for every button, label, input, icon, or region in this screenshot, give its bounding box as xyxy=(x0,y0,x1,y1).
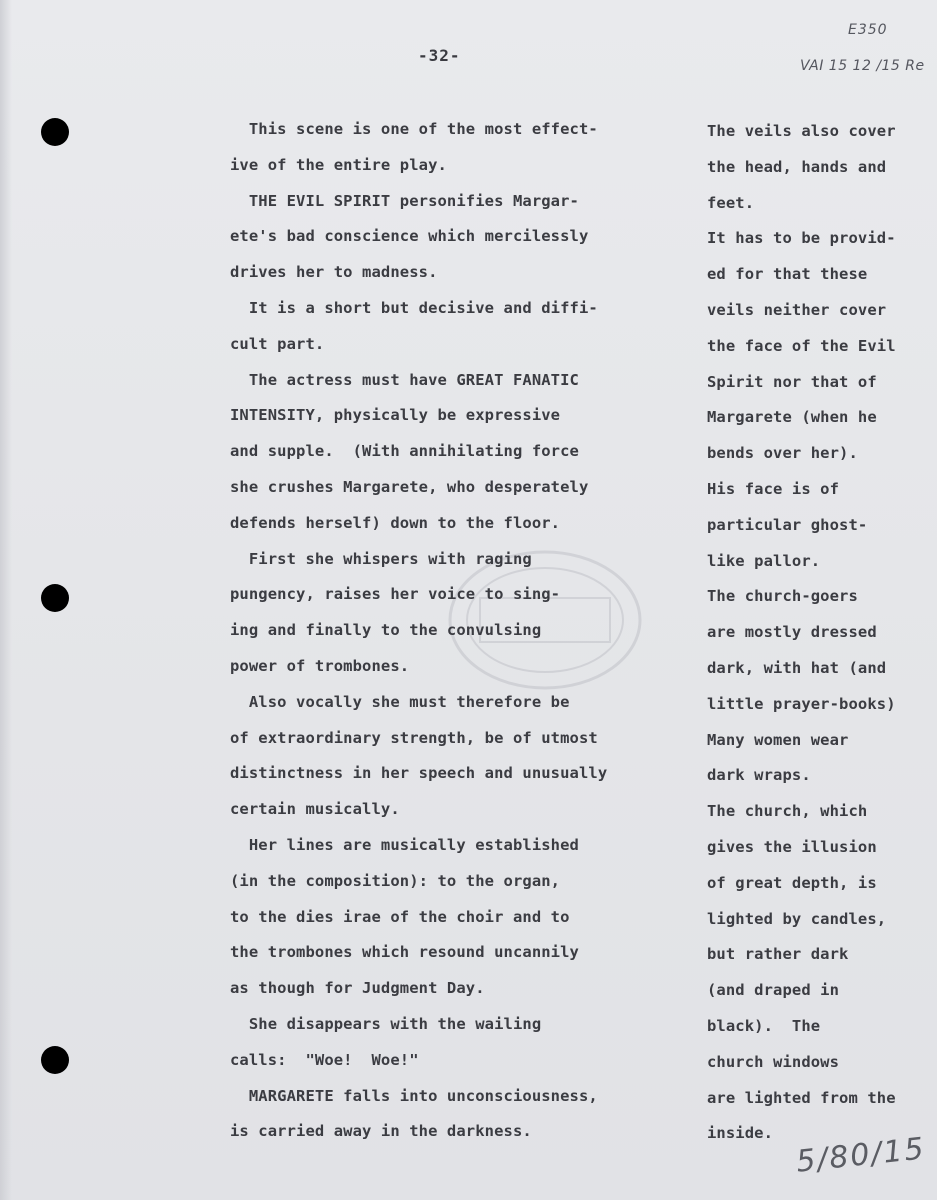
text-line: ete's bad conscience which mercilessly xyxy=(230,227,589,246)
text-line: This scene is one of the most effect- xyxy=(230,120,598,138)
text-line: are lighted from the xyxy=(707,1088,896,1107)
text-line: certain musically. xyxy=(230,800,400,819)
text-line: are mostly dressed xyxy=(707,623,877,642)
text-line: (in the composition): to the organ, xyxy=(230,871,561,890)
text-line: The veils also cover xyxy=(707,122,896,140)
punch-hole xyxy=(41,118,69,146)
side-notes-column xyxy=(707,114,933,1152)
text-line: ed for that these xyxy=(707,265,868,284)
main-text-column xyxy=(230,112,690,1150)
text-line: drives her to madness. xyxy=(230,263,438,282)
text-line: Spirit nor that of xyxy=(707,372,877,391)
text-line: but rather dark xyxy=(707,945,849,964)
text-line: It is a short but decisive and diffi- xyxy=(230,298,598,317)
text-line: the head, hands and xyxy=(707,157,887,176)
text-line: inside. xyxy=(707,1124,774,1143)
text-line: dark wraps. xyxy=(707,766,811,785)
punch-hole xyxy=(41,1046,69,1074)
text-line: The actress must have GREAT FANATIC xyxy=(230,370,579,389)
text-line: ing and finally to the convulsing xyxy=(230,621,542,640)
text-line: The church, which xyxy=(707,802,868,821)
text-line: calls: "Woe! Woe!" xyxy=(230,1050,419,1069)
text-line: dark, with hat (and xyxy=(707,658,887,677)
text-line: THE EVIL SPIRIT personifies Margar- xyxy=(230,191,579,210)
text-line: gives the illusion xyxy=(707,837,877,856)
text-line: pungency, raises her voice to sing- xyxy=(230,585,561,604)
text-line: ive of the entire play. xyxy=(230,155,447,174)
page-number: -32- xyxy=(418,46,461,65)
text-line: His face is of xyxy=(707,479,840,498)
handwritten-signature: 5/80/15 xyxy=(794,1131,928,1180)
text-line: to the dies irae of the choir and to xyxy=(230,907,570,926)
text-line: Also vocally she must therefore be xyxy=(230,692,570,711)
text-line: bends over her). xyxy=(707,444,858,463)
text-line: defends herself) down to the floor. xyxy=(230,513,561,532)
text-line: is carried away in the darkness. xyxy=(230,1122,532,1141)
text-line: she crushes Margarete, who desperately xyxy=(230,477,589,496)
text-line: lighted by candles, xyxy=(707,909,887,928)
page-edge-shadow xyxy=(0,0,12,1200)
text-line: Many women wear xyxy=(707,730,849,749)
text-line: black). The xyxy=(707,1016,821,1035)
text-line: the trombones which resound uncannily xyxy=(230,943,579,962)
handwritten-reference: VAI 15 12 /15 Re xyxy=(800,58,925,74)
text-line: of great depth, is xyxy=(707,873,877,892)
archive-mark: E350 xyxy=(848,22,888,38)
text-line: like pallor. xyxy=(707,551,821,570)
text-line: It has to be provid- xyxy=(707,229,896,248)
text-line: feet. xyxy=(707,193,755,212)
text-line: INTENSITY, physically be expressive xyxy=(230,406,561,425)
text-line: Margarete (when he xyxy=(707,408,877,427)
text-line: as though for Judgment Day. xyxy=(230,979,485,998)
text-line: power of trombones. xyxy=(230,656,410,675)
text-line: church windows xyxy=(707,1052,840,1071)
text-line: She disappears with the wailing xyxy=(230,1014,542,1033)
text-line: little prayer-books) xyxy=(707,694,896,713)
text-line: (and draped in xyxy=(707,981,840,1000)
text-line: and supple. (With annihilating force xyxy=(230,442,579,461)
text-line: particular ghost- xyxy=(707,515,868,534)
punch-hole xyxy=(41,584,69,612)
text-line: The church-goers xyxy=(707,587,858,606)
text-line: MARGARETE falls into unconsciousness, xyxy=(230,1086,598,1105)
text-line: cult part. xyxy=(230,334,325,353)
text-line: First she whispers with raging xyxy=(230,549,532,568)
text-line: veils neither cover xyxy=(707,300,887,319)
text-line: the face of the Evil xyxy=(707,336,896,355)
text-line: of extraordinary strength, be of utmost xyxy=(230,728,598,747)
text-line: Her lines are musically established xyxy=(230,835,579,854)
text-line: distinctness in her speech and unusually xyxy=(230,764,608,783)
